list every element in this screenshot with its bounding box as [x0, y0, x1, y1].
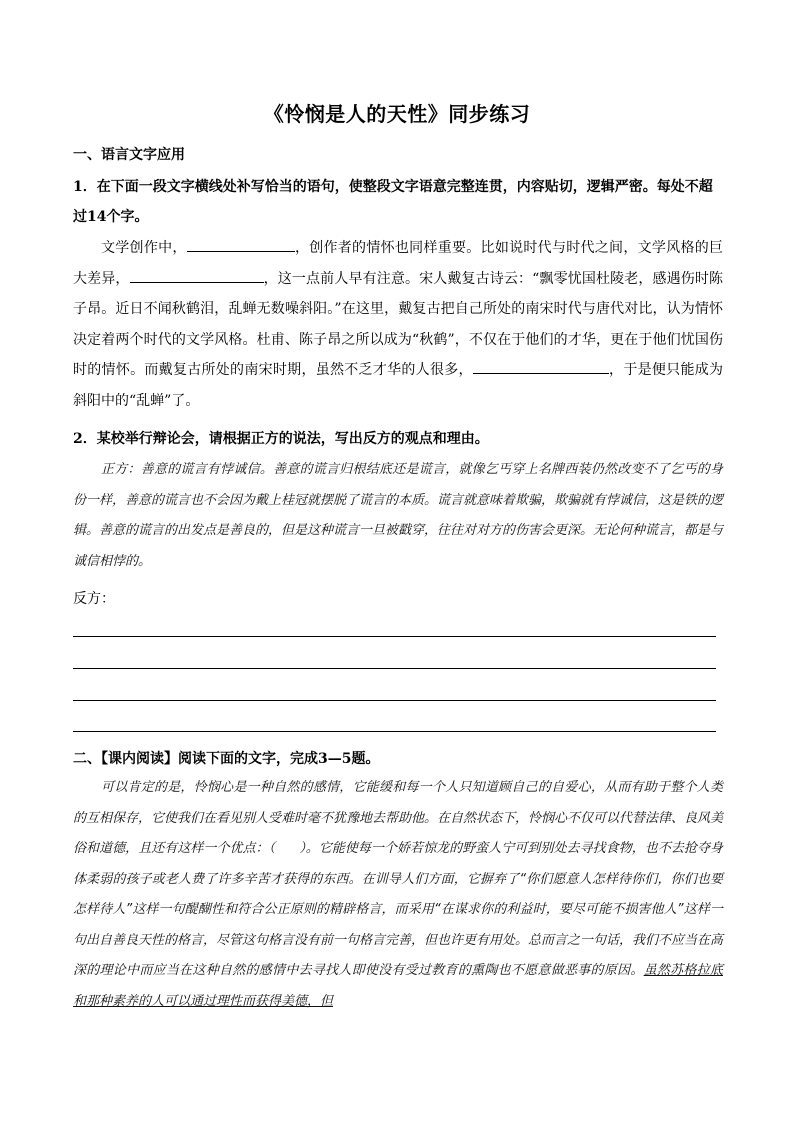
reading-passage — [73, 773, 723, 1017]
question1-prompt: 1．在下面一段文字横线处补写恰当的语句，使整段文字语意完整连贯，内容贴切，逻辑严密。每处不超过14个字。 — [73, 179, 713, 225]
q1-text-4: ，于是便只能成为斜阳中的“乱蝉”了。 — [73, 362, 724, 409]
section2-heading: 二、【课内阅读】阅读下面的文字，完成3—5题。 — [73, 751, 380, 767]
q1-text-1: 文学创作中， — [101, 240, 187, 256]
answer-line[interactable] — [73, 700, 716, 701]
q1-blank-2[interactable] — [130, 267, 264, 283]
q1-blank-3[interactable] — [473, 358, 609, 374]
passage-part-a: 可以肯定的是，怜悯心是一种自然的感情，它能缓和每一个人只知道顾自己的自爱心，从而有助于整个人类的互相保存，它使我们在看见别人受难时毫不犹豫地去帮助他。在自然状态下，怜悯心不仅可以代替法律、良风美俗和道德，且还有这样一个优点：（ — [73, 780, 724, 856]
page-title: 《怜悯是人的天性》同步练习 — [263, 102, 531, 126]
negative-label: 反方： — [73, 591, 115, 607]
question1-passage — [73, 233, 723, 416]
answer-line[interactable] — [73, 668, 716, 669]
answer-line[interactable] — [73, 731, 716, 732]
passage-underlined-sentence: 虽然苏格拉底和那种素养的人可以通过理性而获得美德，但 — [73, 963, 723, 1009]
affirmative-statement: 正方：善意的谎言有悖诚信。善意的谎言归根结底还是谎言，就像乞丐穿上名牌西装仍然改变不了乞丐的身份一样，善意的谎言也不会因为戴上桂冠就摆脱了谎言的本质。谎言就意味着欺骗，欺骗就有悖诚信，这是铁的逻辑。善意的谎言的出发点是善良的，但是这种谎言一旦被戳穿，往往对对方的伤害会更深。无论何种谎言，都是与诚信相悖的。 — [73, 462, 724, 569]
section1-heading: 一、语言文字应用 — [73, 147, 185, 163]
q1-text-2: ，创作者的情怀也同样重要。比如说时代与时代之间，文学风格的巨大差异， — [73, 240, 724, 287]
question2-prompt: 2．某校举行辩论会，请根据正方的说法，写出反方的观点和理由。 — [73, 431, 489, 447]
answer-line[interactable] — [73, 636, 716, 637]
passage-part-b: ）。它能使每一个娇若惊龙的野蛮人宁可到别处去寻找食物，也不去抢夺身体柔弱的孩子或老人费了许多辛苦才获得的东西。在训导人们方面，它摒弃了“你们愿意人怎样待你们，你们也要怎样待人”这样一句醍醐性和符合公正原则的精辟格言，而采用“在谋求你的利益时，要尽可能不损害他人”这样一句出自善良天性的格言，尽管这句格言没有前一句格言完善，但也许更有用处。总而言之一句话，我们不应当在高深的理论中而应当在这种自然的感情中去寻找人即使没有受过教育的熏陶也不愿意做恶事的原因。 — [73, 841, 724, 978]
q1-blank-1[interactable] — [187, 236, 295, 252]
q1-text-3: ，这一点前人早有注意。宋人戴复古诗云：“飘零忧国杜陵老，感遇伤时陈子昂。近日不闻秋鹤泪，乱蝉无数噪斜阳。”在这里，戴复古把自己所处的南宋时代与唐代对比，认为情怀决定着两个时代的文学风格。杜甫、陈子昂之所以成为“秋鹤”，不仅在于他们的才华，更在于他们忧国伤时的情怀。而戴复古所处的南宋时期，虽然不乏才华的人很多， — [73, 270, 724, 378]
